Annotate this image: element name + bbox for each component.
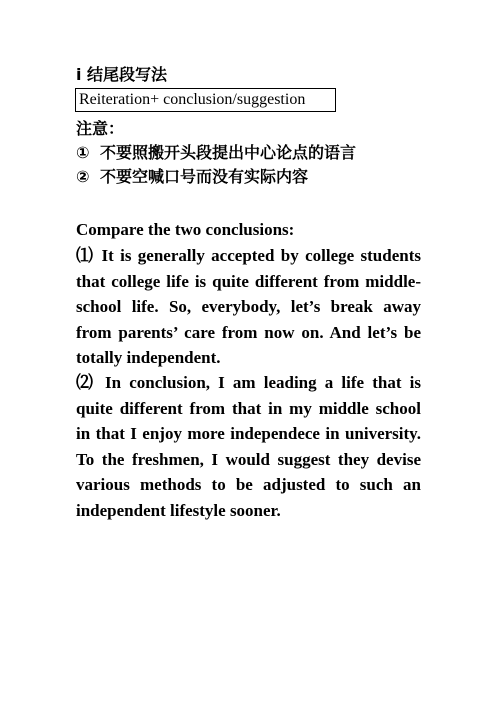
- note-item-2: [76, 166, 308, 188]
- example-paragraph-1: ⑴ It is generally accepted by college students that college life is quite different from middle-school life. So, everybody, let’s break away from parents’ care from now on. And let’s be totally independent.: [76, 246, 421, 367]
- compare-heading: Compare the two conclusions:: [76, 220, 295, 239]
- note-item-1: [76, 142, 356, 164]
- note-number: ①: [76, 143, 90, 162]
- note-text: 不要空喊口号而没有实际内容: [100, 167, 309, 186]
- section-title: i 结尾段写法: [76, 65, 168, 84]
- formula-box: Reiteration+ conclusion/suggestion: [75, 88, 336, 112]
- note-number: ②: [76, 167, 90, 186]
- note-text: 不要照搬开头段提出中心论点的语言: [100, 143, 357, 162]
- example-paragraph-2: ⑵ In conclusion, I am leading a life that is quite different from that in my middle school in that I enjoy more independece in university. To the freshmen, I would suggest they devise various methods to be adjusted to such an independent lifestyle sooner.: [76, 373, 421, 520]
- note-label: 注意：: [76, 119, 125, 138]
